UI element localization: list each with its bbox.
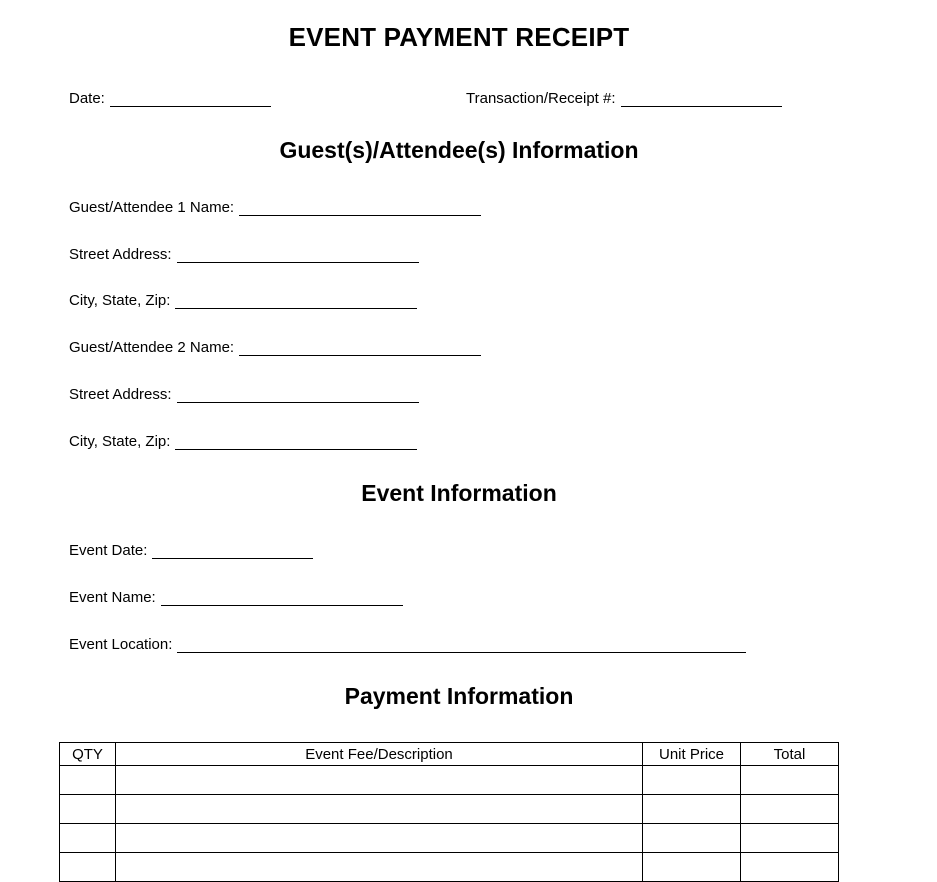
qty-cell[interactable] xyxy=(60,766,116,795)
event-location-field xyxy=(69,636,746,653)
guest1-street-blank-line[interactable] xyxy=(177,247,419,263)
guest-section-title: Guest(s)/Attendee(s) Information xyxy=(279,137,639,163)
description-cell[interactable] xyxy=(116,766,643,795)
unit-price-cell[interactable] xyxy=(643,795,741,824)
event-date-field xyxy=(69,542,313,559)
guest2-street-blank-line[interactable] xyxy=(177,387,419,403)
event-date-label: Event Date: xyxy=(69,542,148,559)
qty-cell[interactable] xyxy=(60,853,116,882)
guest2-street-field xyxy=(69,386,419,403)
table-row xyxy=(60,766,839,795)
event-name-blank-line[interactable] xyxy=(161,590,403,606)
description-cell[interactable] xyxy=(116,824,643,853)
guest1-street-field xyxy=(69,246,419,263)
event-section-title: Event Information xyxy=(361,480,557,506)
guest2-street-label: Street Address: xyxy=(69,386,172,403)
receipt-number-label: Transaction/Receipt #: xyxy=(466,90,616,107)
guest2-city-field xyxy=(69,433,417,450)
date-field xyxy=(69,90,271,107)
guest1-name-label: Guest/Attendee 1 Name: xyxy=(69,199,235,216)
column-header-total: Total xyxy=(741,743,839,766)
guest2-city-blank-line[interactable] xyxy=(175,434,417,450)
table-row xyxy=(60,824,839,853)
event-name-field xyxy=(69,589,403,606)
event-name-label: Event Name: xyxy=(69,589,156,606)
column-header-unit-price: Unit Price xyxy=(643,743,741,766)
receipt-number-field xyxy=(466,90,782,107)
table-row xyxy=(60,795,839,824)
guest2-name-label: Guest/Attendee 2 Name: xyxy=(69,339,235,356)
payment-table xyxy=(59,742,839,882)
column-header-qty: QTY xyxy=(60,743,116,766)
table-row xyxy=(60,853,839,882)
payment-table-header-row xyxy=(60,743,839,766)
total-cell[interactable] xyxy=(741,766,839,795)
event-location-label: Event Location: xyxy=(69,636,173,653)
unit-price-cell[interactable] xyxy=(643,824,741,853)
guest1-street-label: Street Address: xyxy=(69,246,172,263)
description-cell[interactable] xyxy=(116,795,643,824)
event-location-blank-line[interactable] xyxy=(177,637,746,653)
receipt-number-blank-line[interactable] xyxy=(621,91,782,107)
event-date-blank-line[interactable] xyxy=(152,543,313,559)
column-header-description: Event Fee/Description xyxy=(116,743,643,766)
total-cell[interactable] xyxy=(741,795,839,824)
guest2-name-field xyxy=(69,339,481,356)
unit-price-cell[interactable] xyxy=(643,853,741,882)
guest1-city-label: City, State, Zip: xyxy=(69,292,171,309)
total-cell[interactable] xyxy=(741,853,839,882)
guest1-name-blank-line[interactable] xyxy=(239,200,481,216)
qty-cell[interactable] xyxy=(60,795,116,824)
payment-section-title: Payment Information xyxy=(344,683,574,709)
date-label: Date: xyxy=(69,90,105,107)
qty-cell[interactable] xyxy=(60,824,116,853)
guest1-name-field xyxy=(69,199,481,216)
description-cell[interactable] xyxy=(116,853,643,882)
guest2-city-label: City, State, Zip: xyxy=(69,433,171,450)
unit-price-cell[interactable] xyxy=(643,766,741,795)
guest2-name-blank-line[interactable] xyxy=(239,340,481,356)
guest1-city-blank-line[interactable] xyxy=(175,293,417,309)
guest1-city-field xyxy=(69,292,417,309)
total-cell[interactable] xyxy=(741,824,839,853)
date-blank-line[interactable] xyxy=(110,91,271,107)
document-title: EVENT PAYMENT RECEIPT xyxy=(288,22,630,52)
